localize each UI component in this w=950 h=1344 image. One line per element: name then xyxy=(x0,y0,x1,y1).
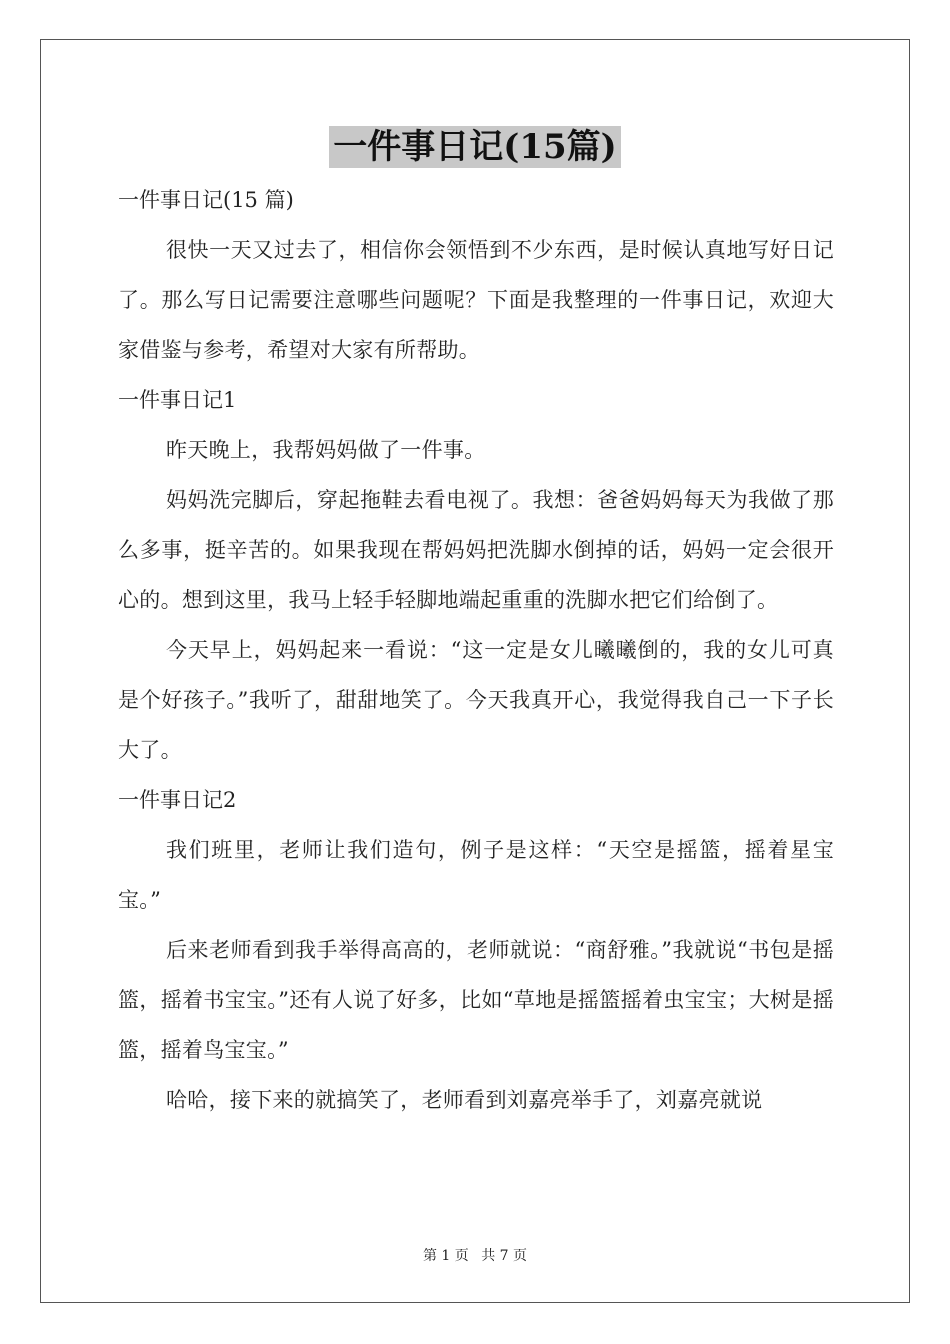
intro-paragraph: 很快一天又过去了，相信你会领悟到不少东西，是时候认真地写好日记了。那么写日记需要注意哪些问题呢？下面是我整理的一件事日记，欢迎大家借鉴与参考，希望对大家有所帮助。 xyxy=(118,238,834,362)
paragraph: 昨天晚上，我帮妈妈做了一件事。 xyxy=(166,438,486,462)
paragraph: 哈哈，接下来的就搞笑了，老师看到刘嘉亮举手了，刘嘉亮就说 xyxy=(166,1088,763,1112)
page-total: 共 7 页 xyxy=(481,1248,528,1264)
section-heading-1: 一件事日记1 xyxy=(118,388,237,412)
paragraph: 后来老师看到我手举得高高的，老师就说：“商舒雅。”我就说“书包是摇篮，摇着书宝宝。”还有人说了好多，比如“草地是摇篮摇着虫宝宝；大树是摇篮，摇着鸟宝宝。” xyxy=(118,938,834,1062)
page-number: 第 1 页 xyxy=(422,1248,469,1264)
paragraph: 今天早上，妈妈起来一看说：“这一定是女儿曦曦倒的，我的女儿可真是个好孩子。”我听了，甜甜地笑了。今天我真开心，我觉得我自己一下子长大了。 xyxy=(118,638,834,762)
page-footer xyxy=(0,1245,950,1265)
paragraph: 我们班里，老师让我们造句，例子是这样：“天空是摇篮，摇着星宝宝。” xyxy=(118,838,834,912)
document-title: 一件事日记(15篇) xyxy=(329,126,621,168)
section-heading-2: 一件事日记2 xyxy=(118,788,237,812)
document-body xyxy=(118,175,834,1125)
document-subtitle: 一件事日记(15 篇) xyxy=(118,188,294,212)
title-container xyxy=(0,126,950,168)
paragraph: 妈妈洗完脚后，穿起拖鞋去看电视了。我想：爸爸妈妈每天为我做了那么多事，挺辛苦的。如果我现在帮妈妈把洗脚水倒掉的话，妈妈一定会很开心的。想到这里，我马上轻手轻脚地端起重重的洗脚水把它们给倒了。 xyxy=(118,488,834,612)
